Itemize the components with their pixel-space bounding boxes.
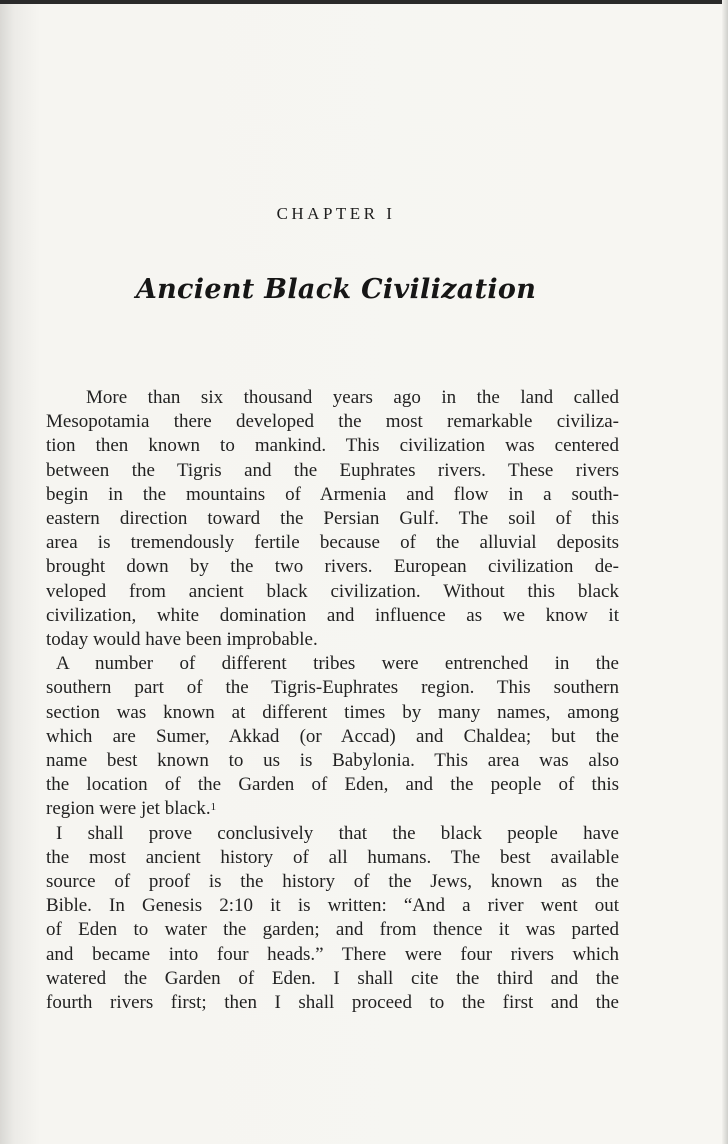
text-line [46,797,619,821]
text-line: civilization, white domination and influence as we know it [46,604,619,626]
text-line: I shall prove conclusively that the black people have [56,822,619,844]
text-line: the most ancient history of all humans. The best available [46,846,619,868]
text-line: fourth rivers first; then I shall proceed to the first and the [46,992,619,1014]
text-line: More than six thousand years ago in the land called [86,387,619,408]
chapter-label: CHAPTER I [276,204,396,223]
text-line: the location of the Garden of Eden, and the people of this [46,774,619,796]
text-line: A number of different tribes were entrenched in the [56,653,619,675]
text-line: southern part of the Tigris-Euphrates region. This southern [46,677,619,699]
text-line: and became into four heads.” There were four rivers which [46,943,619,965]
text-line: between the Tigris and the Euphrates rivers. These rivers [46,459,619,481]
page-top-edge [0,0,728,4]
text-line: begin in the mountains of Armenia and flow in a south- [46,483,619,505]
text-line-content: region were jet black. [46,798,211,820]
text-line: brought down by the two rivers. European civilization de- [46,556,619,578]
text-line: Mesopotamia there developed the most remarkable civiliza- [46,411,619,433]
text-line: Bible. In Genesis 2:10 it is written: “And a river went out [46,895,619,917]
text-line: section was known at different times by many names, among [46,701,619,723]
text-line: area is tremendously fertile because of the alluvial deposits [46,532,619,554]
text-line: of Eden to water the garden; and from thence it was parted [46,919,619,941]
chapter-body [46,386,619,1015]
text-line: watered the Garden of Eden. I shall cite the third and the [46,967,619,989]
text-line: source of proof is the history of the Jews, known as the [46,871,619,893]
text-line: eastern direction toward the Persian Gulf. The soil of this [46,508,619,530]
text-line: veloped from ancient black civilization. Without this black [46,580,619,602]
page-right-edge [722,0,728,1144]
chapter-title: Ancient Black Civilization [135,274,537,305]
text-line: which are Sumer, Akkad (or Accad) and Chaldea; but the [46,725,619,747]
text-line: today would have been improbable. [46,629,318,651]
text-line: tion then known to mankind. This civilization was centered [46,435,619,457]
text-line: name best known to us is Babylonia. This area was also [46,750,619,772]
footnote-marker: 1 [210,801,217,814]
